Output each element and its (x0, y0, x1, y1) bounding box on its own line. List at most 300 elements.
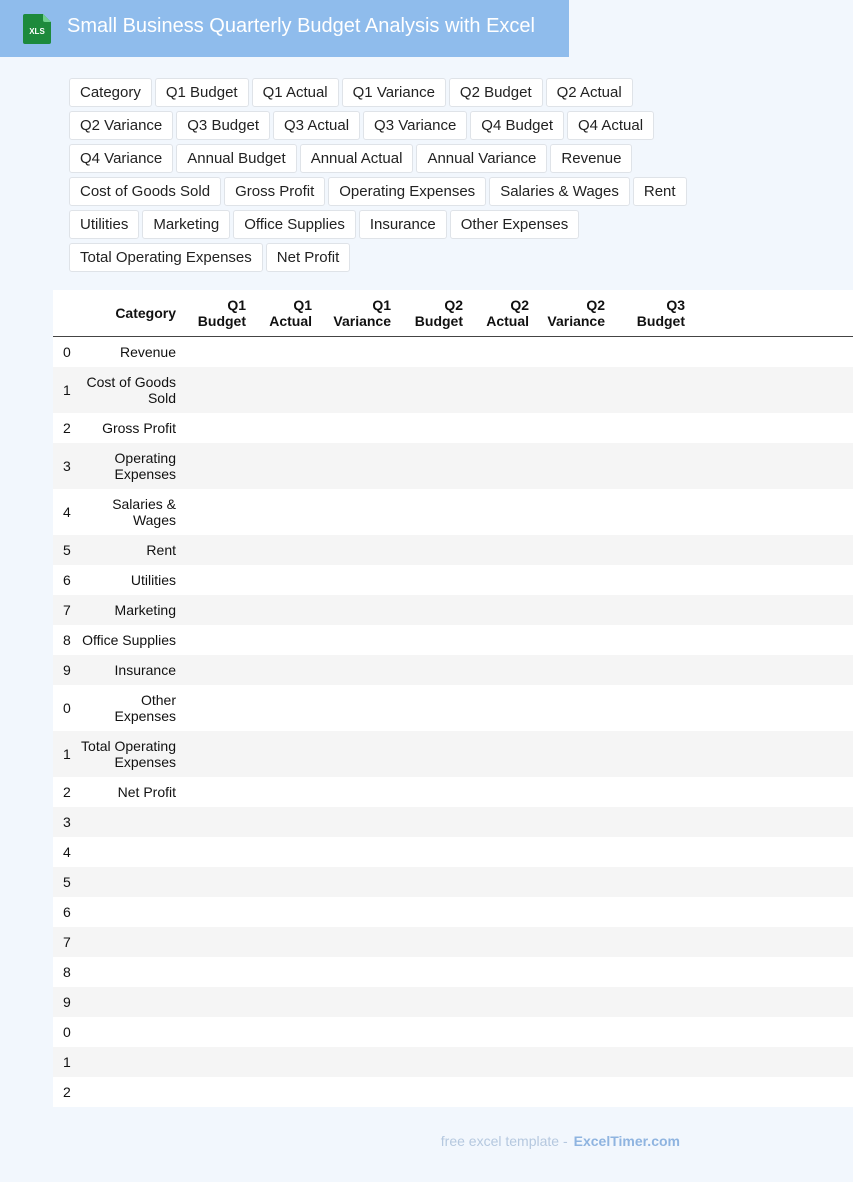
column-tag[interactable]: Marketing (142, 210, 230, 239)
index-header (53, 290, 75, 337)
value-cell (533, 1077, 609, 1107)
row-index: 0 (53, 685, 75, 731)
value-cell (467, 413, 533, 443)
value-cell (533, 685, 609, 731)
row-index: 5 (53, 535, 75, 565)
category-cell (75, 625, 180, 655)
table-row (53, 625, 853, 655)
value-cell (180, 1017, 250, 1047)
value-cell (250, 897, 316, 927)
table-row (53, 685, 853, 731)
value-cell (609, 1047, 689, 1077)
footer-text: free excel template - (440, 1133, 568, 1149)
value-cell (689, 443, 853, 489)
row-index: 7 (53, 595, 75, 625)
budget-table (53, 290, 853, 1107)
value-cell (689, 807, 853, 837)
row-index: 2 (53, 413, 75, 443)
category-line: Net Profit (117, 784, 176, 800)
category-line: Marketing (114, 602, 176, 618)
column-tag[interactable]: Q2 Actual (546, 78, 633, 107)
column-header (250, 290, 316, 337)
value-cell (609, 807, 689, 837)
value-cell (316, 777, 395, 807)
value-cell (609, 565, 689, 595)
value-cell (395, 685, 467, 731)
category-cell (75, 685, 180, 731)
value-cell (689, 731, 853, 777)
column-header-line: Variance (547, 313, 605, 329)
value-cell (180, 837, 250, 867)
value-cell (467, 1047, 533, 1077)
budget-table-container[interactable] (63, 290, 685, 1107)
table-row (53, 731, 853, 777)
value-cell (395, 595, 467, 625)
row-index: 4 (53, 489, 75, 535)
column-tag[interactable]: Q2 Variance (69, 111, 173, 140)
row-index: 3 (53, 443, 75, 489)
value-cell (395, 987, 467, 1017)
column-tag[interactable]: Category (69, 78, 152, 107)
row-index: 2 (53, 1077, 75, 1107)
row-index: 0 (53, 1017, 75, 1047)
column-tag[interactable]: Total Operating Expenses (69, 243, 263, 272)
column-header (609, 290, 689, 337)
value-cell (180, 367, 250, 413)
value-cell (609, 927, 689, 957)
value-cell (180, 897, 250, 927)
category-line: Expenses (114, 754, 176, 770)
value-cell (395, 731, 467, 777)
value-cell (533, 897, 609, 927)
column-header-line: Q1 (293, 297, 312, 313)
value-cell (689, 837, 853, 867)
value-cell (250, 731, 316, 777)
xls-file-icon (23, 14, 51, 44)
value-cell (689, 625, 853, 655)
column-tag[interactable]: Cost of Goods Sold (69, 177, 221, 206)
column-tag[interactable]: Q2 Budget (449, 78, 543, 107)
row-index: 2 (53, 777, 75, 807)
value-cell (395, 927, 467, 957)
value-cell (180, 489, 250, 535)
value-cell (609, 1017, 689, 1047)
value-cell (316, 367, 395, 413)
value-cell (533, 413, 609, 443)
value-cell (467, 367, 533, 413)
value-cell (180, 957, 250, 987)
column-tag[interactable]: Q4 Budget (470, 111, 564, 140)
column-header-line: Q1 (372, 297, 391, 313)
value-cell (180, 987, 250, 1017)
value-cell (609, 625, 689, 655)
value-cell (395, 807, 467, 837)
column-tag[interactable]: Annual Budget (176, 144, 296, 173)
value-cell (316, 685, 395, 731)
value-cell (609, 987, 689, 1017)
value-cell (467, 337, 533, 368)
value-cell (395, 625, 467, 655)
value-cell (250, 777, 316, 807)
value-cell (533, 625, 609, 655)
value-cell (395, 837, 467, 867)
column-header (533, 290, 609, 337)
category-cell (75, 867, 180, 897)
category-line: Sold (147, 390, 176, 406)
value-cell (689, 1017, 853, 1047)
value-cell (609, 837, 689, 867)
value-cell (180, 443, 250, 489)
value-cell (250, 489, 316, 535)
column-tag[interactable]: Operating Expenses (328, 177, 486, 206)
value-cell (250, 655, 316, 685)
value-cell (395, 367, 467, 413)
column-header-line: Q2 (586, 297, 605, 313)
value-cell (467, 655, 533, 685)
value-cell (689, 655, 853, 685)
category-cell (75, 367, 180, 413)
column-tag[interactable]: Annual Actual (300, 144, 414, 173)
column-header (467, 290, 533, 337)
column-tag-list (69, 78, 689, 272)
column-header-line: Category (115, 305, 176, 321)
value-cell (250, 565, 316, 595)
value-cell (689, 367, 853, 413)
column-header-filler (689, 290, 853, 337)
value-cell (250, 867, 316, 897)
value-cell (395, 1047, 467, 1077)
value-cell (533, 927, 609, 957)
table-row (53, 897, 853, 927)
column-header (316, 290, 395, 337)
value-cell (180, 777, 250, 807)
category-cell (75, 837, 180, 867)
value-cell (533, 837, 609, 867)
value-cell (395, 535, 467, 565)
value-cell (316, 807, 395, 837)
category-cell (75, 489, 180, 535)
row-index: 7 (53, 927, 75, 957)
category-line: Other (140, 692, 176, 708)
value-cell (533, 337, 609, 368)
value-cell (250, 413, 316, 443)
column-tag[interactable]: Rent (633, 177, 687, 206)
column-tag[interactable]: Annual Variance (416, 144, 547, 173)
value-cell (180, 685, 250, 731)
category-cell (75, 897, 180, 927)
category-cell (75, 1017, 180, 1047)
value-cell (250, 837, 316, 867)
table-row (53, 655, 853, 685)
value-cell (250, 443, 316, 489)
value-cell (533, 731, 609, 777)
row-index: 4 (53, 837, 75, 867)
table-row (53, 927, 853, 957)
table-row (53, 987, 853, 1017)
value-cell (395, 337, 467, 368)
category-line: Wages (132, 512, 176, 528)
value-cell (689, 1077, 853, 1107)
column-header-line: Q3 (666, 297, 685, 313)
category-cell (75, 413, 180, 443)
column-header-line: Budget (197, 313, 246, 329)
value-cell (533, 535, 609, 565)
value-cell (180, 867, 250, 897)
value-cell (180, 807, 250, 837)
column-tag[interactable]: Q1 Variance (342, 78, 446, 107)
value-cell (533, 489, 609, 535)
column-header-line: Actual (486, 313, 529, 329)
value-cell (609, 685, 689, 731)
category-line: Cost of Goods (86, 374, 176, 390)
value-cell (180, 413, 250, 443)
value-cell (609, 957, 689, 987)
category-cell (75, 595, 180, 625)
value-cell (316, 731, 395, 777)
value-cell (467, 625, 533, 655)
value-cell (316, 337, 395, 368)
value-cell (316, 443, 395, 489)
table-row (53, 807, 853, 837)
category-line: Expenses (114, 708, 176, 724)
column-header (180, 290, 250, 337)
row-index: 8 (53, 625, 75, 655)
value-cell (250, 1047, 316, 1077)
value-cell (395, 957, 467, 987)
table-row (53, 777, 853, 807)
column-tag[interactable]: Gross Profit (224, 177, 325, 206)
value-cell (250, 625, 316, 655)
value-cell (609, 1077, 689, 1107)
value-cell (533, 595, 609, 625)
value-cell (467, 595, 533, 625)
table-row (53, 565, 853, 595)
column-header-line: Q1 (227, 297, 246, 313)
value-cell (180, 565, 250, 595)
row-index: 9 (53, 987, 75, 1017)
value-cell (533, 867, 609, 897)
value-cell (467, 565, 533, 595)
value-cell (609, 867, 689, 897)
category-cell (75, 1047, 180, 1077)
value-cell (467, 685, 533, 731)
value-cell (467, 807, 533, 837)
value-cell (316, 489, 395, 535)
value-cell (689, 987, 853, 1017)
value-cell (609, 489, 689, 535)
value-cell (467, 1077, 533, 1107)
category-cell (75, 655, 180, 685)
value-cell (395, 443, 467, 489)
category-cell (75, 337, 180, 368)
value-cell (180, 655, 250, 685)
category-line: Expenses (114, 466, 176, 482)
value-cell (609, 777, 689, 807)
value-cell (467, 443, 533, 489)
xls-icon-label: XLS (29, 27, 45, 36)
value-cell (316, 565, 395, 595)
table-row (53, 1017, 853, 1047)
category-cell (75, 777, 180, 807)
value-cell (689, 685, 853, 731)
row-index: 1 (53, 1047, 75, 1077)
column-header-line: Budget (414, 313, 463, 329)
table-row (53, 337, 853, 368)
value-cell (180, 1047, 250, 1077)
value-cell (316, 625, 395, 655)
column-tag[interactable]: Other Expenses (450, 210, 580, 239)
value-cell (395, 777, 467, 807)
value-cell (316, 987, 395, 1017)
table-row (53, 489, 853, 535)
value-cell (316, 927, 395, 957)
value-cell (250, 927, 316, 957)
column-header-line: Budget (636, 313, 685, 329)
value-cell (689, 535, 853, 565)
value-cell (533, 1047, 609, 1077)
column-tag[interactable]: Q4 Variance (69, 144, 173, 173)
row-index: 1 (53, 731, 75, 777)
value-cell (250, 1077, 316, 1107)
column-tag[interactable]: Net Profit (266, 243, 351, 272)
table-row (53, 413, 853, 443)
value-cell (250, 957, 316, 987)
category-cell (75, 987, 180, 1017)
category-cell (75, 957, 180, 987)
value-cell (609, 367, 689, 413)
table-row (53, 595, 853, 625)
category-line: Total Operating (81, 738, 176, 754)
category-line: Salaries & (112, 496, 176, 512)
value-cell (316, 1077, 395, 1107)
column-header-line: Actual (269, 313, 312, 329)
value-cell (689, 595, 853, 625)
column-header-line: Variance (333, 313, 391, 329)
value-cell (180, 595, 250, 625)
value-cell (316, 413, 395, 443)
column-tag[interactable]: Office Supplies (233, 210, 356, 239)
table-body (53, 337, 853, 1108)
footer (441, 1133, 680, 1149)
value-cell (180, 535, 250, 565)
value-cell (250, 807, 316, 837)
value-cell (609, 535, 689, 565)
value-cell (250, 685, 316, 731)
table-row (53, 1077, 853, 1107)
value-cell (395, 1077, 467, 1107)
row-index: 9 (53, 655, 75, 685)
table-row (53, 367, 853, 413)
column-tag[interactable]: Salaries & Wages (489, 177, 630, 206)
value-cell (689, 1047, 853, 1077)
table-row (53, 867, 853, 897)
row-index: 6 (53, 565, 75, 595)
value-cell (250, 337, 316, 368)
table-row (53, 1047, 853, 1077)
value-cell (533, 655, 609, 685)
footer-brand-link[interactable]: ExcelTimer.com (573, 1133, 680, 1149)
value-cell (467, 489, 533, 535)
value-cell (467, 897, 533, 927)
category-line: Office Supplies (82, 632, 176, 648)
category-cell (75, 807, 180, 837)
value-cell (467, 927, 533, 957)
value-cell (609, 413, 689, 443)
row-index: 3 (53, 807, 75, 837)
value-cell (250, 595, 316, 625)
column-tag[interactable]: Utilities (69, 210, 139, 239)
value-cell (467, 1017, 533, 1047)
column-header-line: Q2 (510, 297, 529, 313)
value-cell (316, 1017, 395, 1047)
category-line: Rent (146, 542, 176, 558)
column-tag[interactable]: Insurance (359, 210, 447, 239)
category-cell (75, 927, 180, 957)
table-header-row (53, 290, 853, 337)
column-tag[interactable]: Q4 Actual (567, 111, 654, 140)
value-cell (689, 957, 853, 987)
value-cell (316, 1047, 395, 1077)
value-cell (533, 565, 609, 595)
table-row (53, 837, 853, 867)
value-cell (689, 413, 853, 443)
value-cell (689, 565, 853, 595)
category-line: Gross Profit (102, 420, 176, 436)
category-line: Insurance (114, 662, 176, 678)
column-tag[interactable]: Q3 Actual (273, 111, 360, 140)
column-tag[interactable]: Q3 Budget (176, 111, 270, 140)
value-cell (316, 957, 395, 987)
value-cell (467, 957, 533, 987)
value-cell (467, 535, 533, 565)
value-cell (250, 1017, 316, 1047)
value-cell (689, 867, 853, 897)
category-cell (75, 565, 180, 595)
value-cell (533, 367, 609, 413)
column-tag[interactable]: Q3 Variance (363, 111, 467, 140)
value-cell (533, 957, 609, 987)
value-cell (533, 1017, 609, 1047)
row-index: 8 (53, 957, 75, 987)
category-line: Utilities (130, 572, 176, 588)
value-cell (689, 927, 853, 957)
row-index: 0 (53, 337, 75, 368)
category-cell (75, 1077, 180, 1107)
value-cell (467, 777, 533, 807)
row-index: 1 (53, 367, 75, 413)
value-cell (533, 987, 609, 1017)
value-cell (180, 625, 250, 655)
value-cell (180, 927, 250, 957)
value-cell (316, 897, 395, 927)
value-cell (533, 443, 609, 489)
value-cell (609, 443, 689, 489)
category-line: Revenue (119, 344, 176, 360)
column-header-line: Q2 (444, 297, 463, 313)
value-cell (395, 655, 467, 685)
value-cell (316, 867, 395, 897)
value-cell (467, 837, 533, 867)
column-header (395, 290, 467, 337)
column-tag[interactable]: Q1 Actual (252, 78, 339, 107)
page-header (0, 0, 569, 57)
column-tag[interactable]: Q1 Budget (155, 78, 249, 107)
row-index: 6 (53, 897, 75, 927)
column-tag[interactable]: Revenue (550, 144, 632, 173)
row-index: 5 (53, 867, 75, 897)
page-title: Small Business Quarterly Budget Analysis with Excel (67, 15, 535, 37)
value-cell (180, 337, 250, 368)
